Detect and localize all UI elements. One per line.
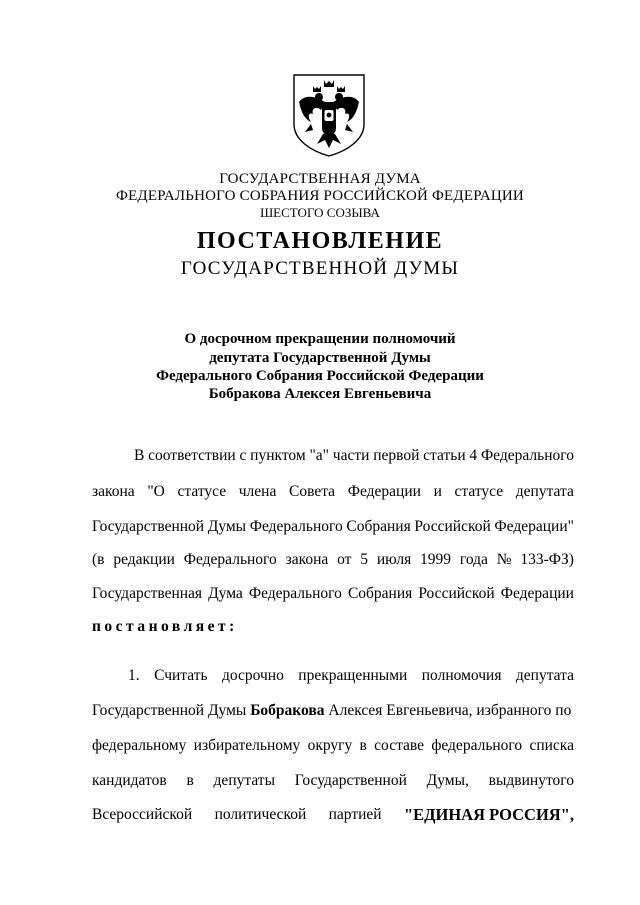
preamble-line2: закона "О статусе члена Совета Федерации и статусе депутата: [92, 483, 574, 500]
subject-line4: Бобракова Алексея Евгеньевича: [208, 386, 432, 402]
org-name-line2: ФЕДЕРАЛЬНОГО СОБРАНИЯ РОССИЙСКОЙ ФЕДЕРАЦИИ: [116, 188, 524, 204]
item1-line1: 1. Считать досрочно прекращенными полномочия депутата: [128, 667, 574, 684]
preamble-line4: (в редакции Федерального закона от 5 июля 1999 года № 133-ФЗ): [92, 551, 574, 568]
document-type-title: ПОСТАНОВЛЕНИЕ: [196, 228, 444, 254]
deputy-surname: Бобракова: [250, 702, 325, 719]
convocation: ШЕСТОГО СОЗЫВА: [260, 205, 380, 220]
item1-line5: Всероссийской политической партией "ЕДИНАЯ РОССИЯ",: [92, 805, 574, 824]
preamble-line5: Государственная Дума Федерального Собрания Российской Федерации: [92, 585, 574, 602]
subject-line2: депутата Государственной Думы: [209, 350, 431, 366]
document-issuer: ГОСУДАРСТВЕННОЙ ДУМЫ: [180, 258, 460, 279]
item1-line2-pre: Государственной Думы: [92, 702, 251, 719]
preamble-line3: Государственной Думы Федерального Собрания Российской Федерации": [92, 518, 574, 535]
org-name-line1: ГОСУДАРСТВЕННАЯ ДУМА: [219, 171, 421, 187]
subject-line3: Федерального Собрания Российской Федерации: [156, 368, 484, 384]
subject-line1: О досрочном прекращении полномочий: [184, 331, 456, 347]
item1-line3: федеральному избирательному округу в составе федерального списка: [92, 737, 574, 754]
item1-line2-post: Алексея Евгеньевича, избранного по: [324, 702, 572, 719]
resolves-word: постановляет:: [92, 618, 238, 635]
item1-line4: кандидатов в депутаты Государственной Думы, выдвинутого: [92, 772, 574, 789]
item1-line2: [92, 701, 574, 721]
preamble-line1: В соответствии с пунктом "а" части первой статьи 4 Федерального: [134, 447, 574, 464]
russian-coat-of-arms-icon: [291, 72, 367, 158]
party-name: "ЕДИНАЯ РОССИЯ",: [403, 805, 574, 824]
